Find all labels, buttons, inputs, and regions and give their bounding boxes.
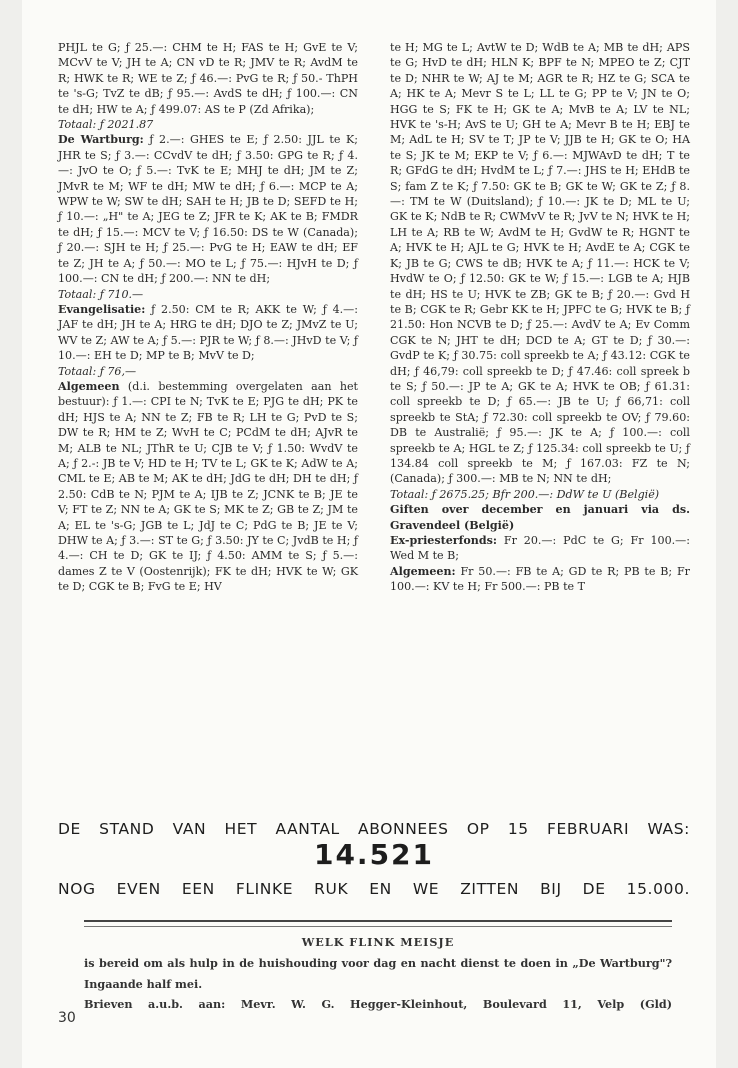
text-run: Fr 50.—: FB te A; GD te R; PB te B; Fr 100.—: KV te H; Fr 500.—: PB te T [390, 564, 690, 594]
category-heading: Evangelisatie: [58, 302, 146, 316]
ad-body: is bereid om als hulp in de huishouding voor dag en nacht dienst te doen in „De Wartburg"? Ingaande half mei. [84, 956, 672, 991]
text-run: ƒ 2.50: CM te R; AKK te W; ƒ 4.—: JAF te dH; JH te A; HRG te dH; DJO te Z; JMvZ te U; WV te Z; AW te A; ƒ 5.—: PJR te W; ƒ 8.—: JHvD te V; ƒ 10.—: EH te D; MP te B; MvV te D; [58, 302, 358, 363]
category-paragraph-wartburg [58, 132, 358, 286]
total-line [58, 364, 358, 379]
right-column [390, 40, 690, 595]
page [22, 0, 716, 1068]
ad-contact: Brieven a.u.b. aan: Mevr. W. G. Hegger-Kleinhout, Boulevard 11, Velp (Gld) [84, 997, 672, 1011]
wavy-divider [58, 800, 690, 806]
section-heading: Giften over december en januari via ds. Gravendeel (België) [390, 503, 690, 532]
text-run: PHJL te G; ƒ 25.—: CHM te H; FAS te H; GvE te V; MCvV te V; JH te A; CN vD te R; JMV te R; AvdM te R; HWK te R; WE te Z; ƒ 46.—: PvG te R; ƒ 50.- ThPH te 's-G; TvZ te dB; ƒ 95.—: AvdS te dH; ƒ 100.—: CN te dH; HW te A; ƒ 499.07: AS te P (Zd Afrika); [58, 41, 358, 116]
text-run: ƒ 2.—: GHES te E; ƒ 2.50: JJL te K; JHR te S; ƒ 3.—: CCvdV te dH; ƒ 3.50: GPG te R; ƒ 4.—: JvO te O; ƒ 5.—: TvK te E; MHJ te dH; JM te Z; JMvR te M; WF te dH; MW te dH; ƒ 6.—: MCP te A; WPW te W; SW te dH; SAH te H; JB te D; SEFD te H; ƒ 10.—: „H" te A; JEG te Z; JFR te K; AK te B; FMDR te dH; ƒ 15.—: MCV te V; ƒ 16.50: DS te W (Canada); ƒ 20.—: SJH te H; ƒ 25.—: PvG te H; EAW te dH; EF te Z; JH te A; ƒ 50.—: MO te L; ƒ 75.—: HJvH te D; ƒ 100.—: CN te dH; ƒ 200.—: NN te dH; [58, 133, 358, 286]
ad-title: WELK FLINK MEISJE [301, 935, 455, 949]
subscriber-count: 14.521 [313, 838, 435, 871]
category-paragraph-algemeen [58, 379, 358, 595]
category-paragraph-evangelisatie [58, 302, 358, 364]
donation-columns [58, 40, 690, 595]
category-paragraph-ex-priesterfonds [390, 533, 690, 564]
text-run: te H; MG te L; AvtW te D; WdB te A; MB te dH; APS te G; HvD te dH; HLN K; BPF te N; MPEO te Z; CJT te D; NHR te W; AJ te M; AGR te R; HZ te G; SCA te A; HK te A; Mevr S te L; LL te G; PP te V; JN te O; HGG te S; FK te H; GK te A; MvB te A; LV te NL; HVK te 's-H; AvS te U; GH te A; Mevr B te H; EBJ te M; AdL te H; SV te T; JP te V; JJB te H; GK te O; HA te S; JK te M; EKP te V; ƒ 6.—: MJWAvD te dH; T te R; GFdG te dH; HvdM te L; ƒ 7.—: JHS te H; EHdB te S; fam Z te K; ƒ 7.50: GK te B; GK te W; GK te Z; ƒ 8.—: TM te W (Duitsland); ƒ 10.—: JK te D; ML te U; GK te K; NdB te R; CWMvV te R; JvV te N; HVK te H; LH te A; RB te W; AvdM te H; GvdW te R; HGNT te A; HVK te H; AJL te G; HVK te H; AvdE te A; CGK te K; JB te G; CWS te dB; HVK te A; ƒ 11.—: HCK te V; HvdW te O; ƒ 12.50: GK te W; ƒ 15.—: LGB te A; HJB te dH; HS te U; HVK te ZB; GK te B; ƒ 20.—: Gvd H te B; CGK te R; Gebr KK te H; JPFC te G; HVK te B; ƒ 21.50: Hon NCVB te D; ƒ 25.—: AvdV te A; Ev Comm CGK te N; JHT te dH; DCD te A; GT te D; ƒ 30.—: GvdP te K; ƒ 30.75: coll spreekb te A; ƒ 43.12: CGK te dH; ƒ 46,79: coll spreekb te D; ƒ 47.46: coll spreek b te S; ƒ 50.—: JP te A; GK te A; HVK te OB; ƒ 61.31: coll spreekb te D; ƒ 65.—: JB te U; ƒ 66,71: coll spreekb te StA; ƒ 72.30: coll spreekb te OV; ƒ 79.60: DB te Australië; ƒ 95.—: JK te A; ƒ 100.—: coll spreekb te A; HGL te Z; ƒ 125.34: coll spreekb te U; ƒ 134.84 coll spreekb te M; ƒ 167.03: FZ te N; (Canada); ƒ 300.—: MB te N; NN te dH; [390, 41, 690, 486]
total-text: Totaal: ƒ 2021.87 [58, 118, 154, 132]
subscriber-goal-line: NOG EVEN EEN FLINKE RUK EN WE ZITTEN BIJ DE 15.000. [58, 880, 690, 898]
total-text: Totaal: ƒ 710.— [58, 287, 144, 301]
total-line [58, 287, 358, 302]
ad-rule [84, 926, 672, 927]
donation-list-paragraph [390, 40, 690, 487]
total-line [390, 487, 690, 502]
category-heading: De Wartburg: [58, 133, 144, 147]
left-column [58, 40, 358, 595]
total-text: Totaal: ƒ 2675.25; Bfr 200.—: DdW te U (België) [390, 487, 660, 501]
category-heading: Ex-priesterfonds: [390, 534, 497, 547]
classified-ad [84, 920, 672, 1022]
page-number: 30 [58, 1010, 76, 1026]
giften-heading [390, 502, 690, 533]
category-heading: Algemeen: [390, 564, 456, 578]
text-run: (d.i. bestemming overgelaten aan het bestuur): ƒ 1.—: CPI te N; TvK te E; PJG te dH; PK te dH; HJS te A; NN te Z; FB te R; LH te G; PvD te S; DW te R; HM te Z; WvH te C; PCdM te dH; AJvR te M; ALB te NL; JThR te U; CJB te V; ƒ 1.50: WvdV te A; ƒ 2.-: JB te V; HD te H; TV te L; GK te K; AdW te A; CML te E; AB te M; AK te dH; JdG te dH; DH te dH; ƒ 2.50: CdB te N; PJM te A; IJB te Z; JCNK te B; JE te V; FT te Z; NN te A; GK te S; MK te Z; GB te Z; JM te A; EL te 's-G; JGB te L; JdJ te C; PdG te B; JE te V; DHW te A; ƒ 3.—: ST te G; ƒ 3.50: JY te C; JvdB te H; ƒ 4.—: CH te D; GK te IJ; ƒ 4.50: AMM te S; ƒ 5.—: dames Z te V (Oostenrijk); FK te dH; HVK te W; GK te D; CGK te B; FvG te E; HV [58, 379, 358, 594]
category-paragraph-algemeen-be [390, 564, 690, 595]
donation-list-paragraph [58, 40, 358, 117]
total-line [58, 117, 358, 132]
text-run: Fr 20.—: PdC te G; Fr 100.—: Wed M te B; [390, 534, 690, 563]
category-heading: Algemeen [58, 379, 120, 393]
total-text: Totaal: ƒ 76,— [58, 364, 137, 378]
subscriber-notice-line: DE STAND VAN HET AANTAL ABONNEES OP 15 FEBRUARI WAS: [58, 820, 690, 838]
